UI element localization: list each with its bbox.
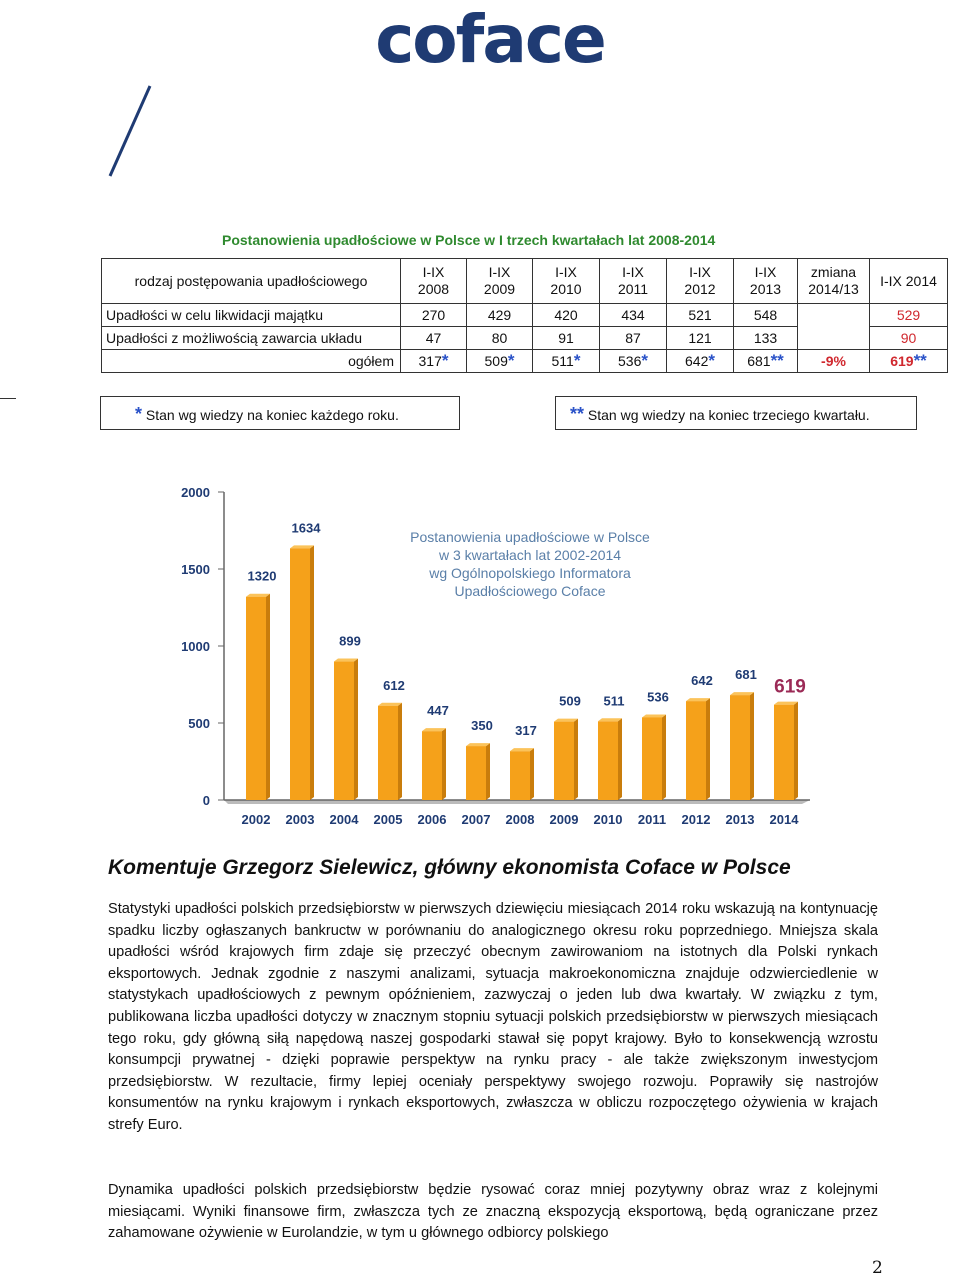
chart-title [410,529,650,599]
x-tick-label: 2013 [725,812,755,827]
header-col0: rodzaj postępowania upadłościowego [102,259,401,304]
bar-side [354,659,358,800]
bar-2003 [290,548,310,800]
page-number: 2 [872,1258,883,1278]
table-row [102,304,948,327]
x-tick-label: 2014 [769,812,799,827]
bar-side [266,594,270,800]
x-tick-label: 2002 [241,812,271,827]
total-change: -9% [798,350,870,373]
total-2014: 619** [870,350,948,373]
bar-side [310,545,314,800]
table-cell-2014: 529 [870,304,948,327]
bar-2005 [378,706,398,800]
bar-side [706,698,710,800]
bar-side [442,728,446,800]
bar-value-label: 509 [559,693,581,709]
header-year-2013: I-IX 2013 [734,259,798,304]
table-total-row [102,350,948,373]
bar-2009 [554,722,574,800]
bar-top [466,743,490,746]
bar-value-label: 536 [647,689,669,705]
footnote-one: * Stan wg wiedzy na koniec każdego roku. [100,396,460,430]
y-tick-label: 1000 [181,639,210,654]
margin-dash [0,398,16,399]
header-2014: I-IX 2014 [870,259,948,304]
bar-side [794,702,798,800]
table-cell: 80 [467,327,533,350]
x-tick-label: 2007 [461,812,491,827]
header-year-2011: I-IX 2011 [600,259,667,304]
bar-2014 [774,705,794,800]
bankruptcy-table [101,258,948,373]
table-cell: 91 [533,327,600,350]
table-cell: 642* [667,350,734,373]
table-cell: 681** [734,350,798,373]
bar-top [730,692,754,695]
table-cell: 87 [600,327,667,350]
table-cell: 509* [467,350,533,373]
header-change: zmiana 2014/13 [798,259,870,304]
comment-title: Komentuje Grzegorz Sielewicz, główny ekonomista Coface w Polsce [108,856,791,879]
table-cell: 429 [467,304,533,327]
table-cell-change-empty [798,304,870,350]
bar-top [290,545,314,548]
table-cell: 133 [734,327,798,350]
decorative-slash [100,80,160,180]
x-tick-label: 2009 [549,812,579,827]
bar-side [618,718,622,800]
bar-top [642,714,666,717]
bar-top [774,702,798,705]
table-header-row [102,259,948,304]
table-cell: 511* [533,350,600,373]
header-year-2010: I-IX 2010 [533,259,600,304]
bar-top [378,703,402,706]
total-label: ogółem [102,350,401,373]
table-cell: 121 [667,327,734,350]
bar-value-label: 1320 [247,568,277,584]
bar-top [422,728,446,731]
bankruptcy-bar-chart [170,478,820,838]
bar-value-label: 317 [515,723,537,739]
x-tick-label: 2005 [373,812,403,827]
chart-title-line: Postanowienia upadłościowe w Polsce [410,529,650,545]
bar-value-label: 619 [774,676,806,698]
bar-2004 [334,662,354,800]
bar-value-label: 1634 [291,520,321,536]
bar-2010 [598,721,618,800]
x-tick-label: 2011 [637,812,667,827]
bar-side [530,748,534,800]
bar-top [598,718,622,721]
bar-value-label: 642 [691,673,713,689]
table-cell: 434 [600,304,667,327]
bar-value-label: 681 [735,667,757,683]
y-tick-label: 500 [188,716,210,731]
comment-paragraph-2: Dynamika upadłości polskich przedsiębiorstw będzie rysować coraz mniej pozytywny obraz wraz z kolejnymi miesiącami. Wyniki finansowe firm, zwłaszcza tych ze znaczną ekspozycją eksportową, będą ograniczane przez zahamowane ożywienie w Eurolandzie, w tym u głównego odbiorcy polskiego [108,1182,878,1242]
table-cell: 548 [734,304,798,327]
bar-2011 [642,717,662,800]
table-cell: 521 [667,304,734,327]
y-tick-label: 1500 [181,562,210,577]
logo-text: coface [375,4,605,76]
footnote-two: ** Stan wg wiedzy na koniec trzeciego kwartału. [555,396,917,430]
header-year-2008: I-IX 2008 [401,259,467,304]
table-cell: 536* [600,350,667,373]
x-tick-label: 2004 [329,812,359,827]
row-label: Upadłości z możliwością zawarcia układu [102,327,401,350]
x-tick-label: 2008 [505,812,535,827]
row-label: Upadłości w celu likwidacji majątku [102,304,401,327]
x-tick-label: 2012 [681,812,711,827]
table-cell: 420 [533,304,600,327]
chart-title-line: wg Ogólnopolskiego Informatora [429,565,631,581]
bar-2007 [466,746,486,800]
bar-side [662,714,666,800]
bar-top [246,594,270,597]
bar-value-label: 447 [427,703,449,719]
y-tick-label: 0 [202,793,210,808]
comment-paragraph-1: Statystyki upadłości polskich przedsiębiorstw w pierwszych dziewięciu miesiącach 2014 roku wskazują na kontynuację spadku liczby ogłaszanych bankructw w porównaniu do analogicznego okresu roku poprzedniego. Mniejsza skala upadłości wśród krajowych firm zdaje się przeczyć obecnym zawirowaniom na istotnych dla Polski rynkach eksportowych. Jednak zgodnie z naszymi analizami, sytuacja makroekonomiczna znajduje odzwierciedlenie w statystykach upadłościowych z pewnym opóźnieniem, zazwyczaj o jeden lub dwa kwartały. W związku z tym, publikowana liczba upadłości dotyczy w znacznym stopniu sytuacji polskich przedsiębiorstw w pierwszych miesiącach tego roku, gdy główną siłą napędową naszej gospodarki stawał się popyt krajowy. Było to konsekwencją wzrostu konsumpcji prywatnej - dzięki poprawie perspektyw na rynku pracy - ale także zwiększonym inwestycjom przedsiębiorstw. W rezultacie, firmy lepiej oceniały perspektywy swojego rozwoju. Poprawiły się nastrojów konsumentów na rynku krajowym i rynkach eksportowych, zwłaszcza w obliczu rozpoczętego ożywienia w krajach strefy Euro. [108,901,878,1133]
bar-value-label: 612 [383,677,405,693]
x-tick-label: 2006 [417,812,447,827]
x-tick-label: 2003 [285,812,315,827]
table-cell-2014: 90 [870,327,948,350]
chart-title-line: Upadłościowego Coface [454,583,606,599]
y-tick-label: 2000 [181,485,210,500]
bar-value-label: 899 [339,633,361,649]
bar-side [486,743,490,800]
bar-2006 [422,731,442,800]
bar-side [750,692,754,800]
bar-top [510,748,534,751]
coface-logo [360,4,620,76]
header-year-2012: I-IX 2012 [667,259,734,304]
table-cell: 47 [401,327,467,350]
bar-2002 [246,597,266,800]
bar-2012 [686,701,706,800]
bar-2013 [730,695,750,800]
bar-top [554,719,578,722]
table-cell: 317* [401,350,467,373]
bar-side [398,703,402,800]
bar-top [686,698,710,701]
table-cell: 270 [401,304,467,327]
x-tick-label: 2010 [593,812,623,827]
bar-top [334,659,358,662]
bar-2008 [510,751,530,800]
header-year-2009: I-IX 2009 [467,259,533,304]
table-title: Postanowienia upadłościowe w Polsce w I trzech kwartałach lat 2008-2014 [222,232,716,248]
chart-title-line: w 3 kwartałach lat 2002-2014 [438,547,622,563]
bar-value-label: 350 [471,718,493,734]
bar-value-label: 511 [603,693,625,709]
bar-side [574,719,578,800]
